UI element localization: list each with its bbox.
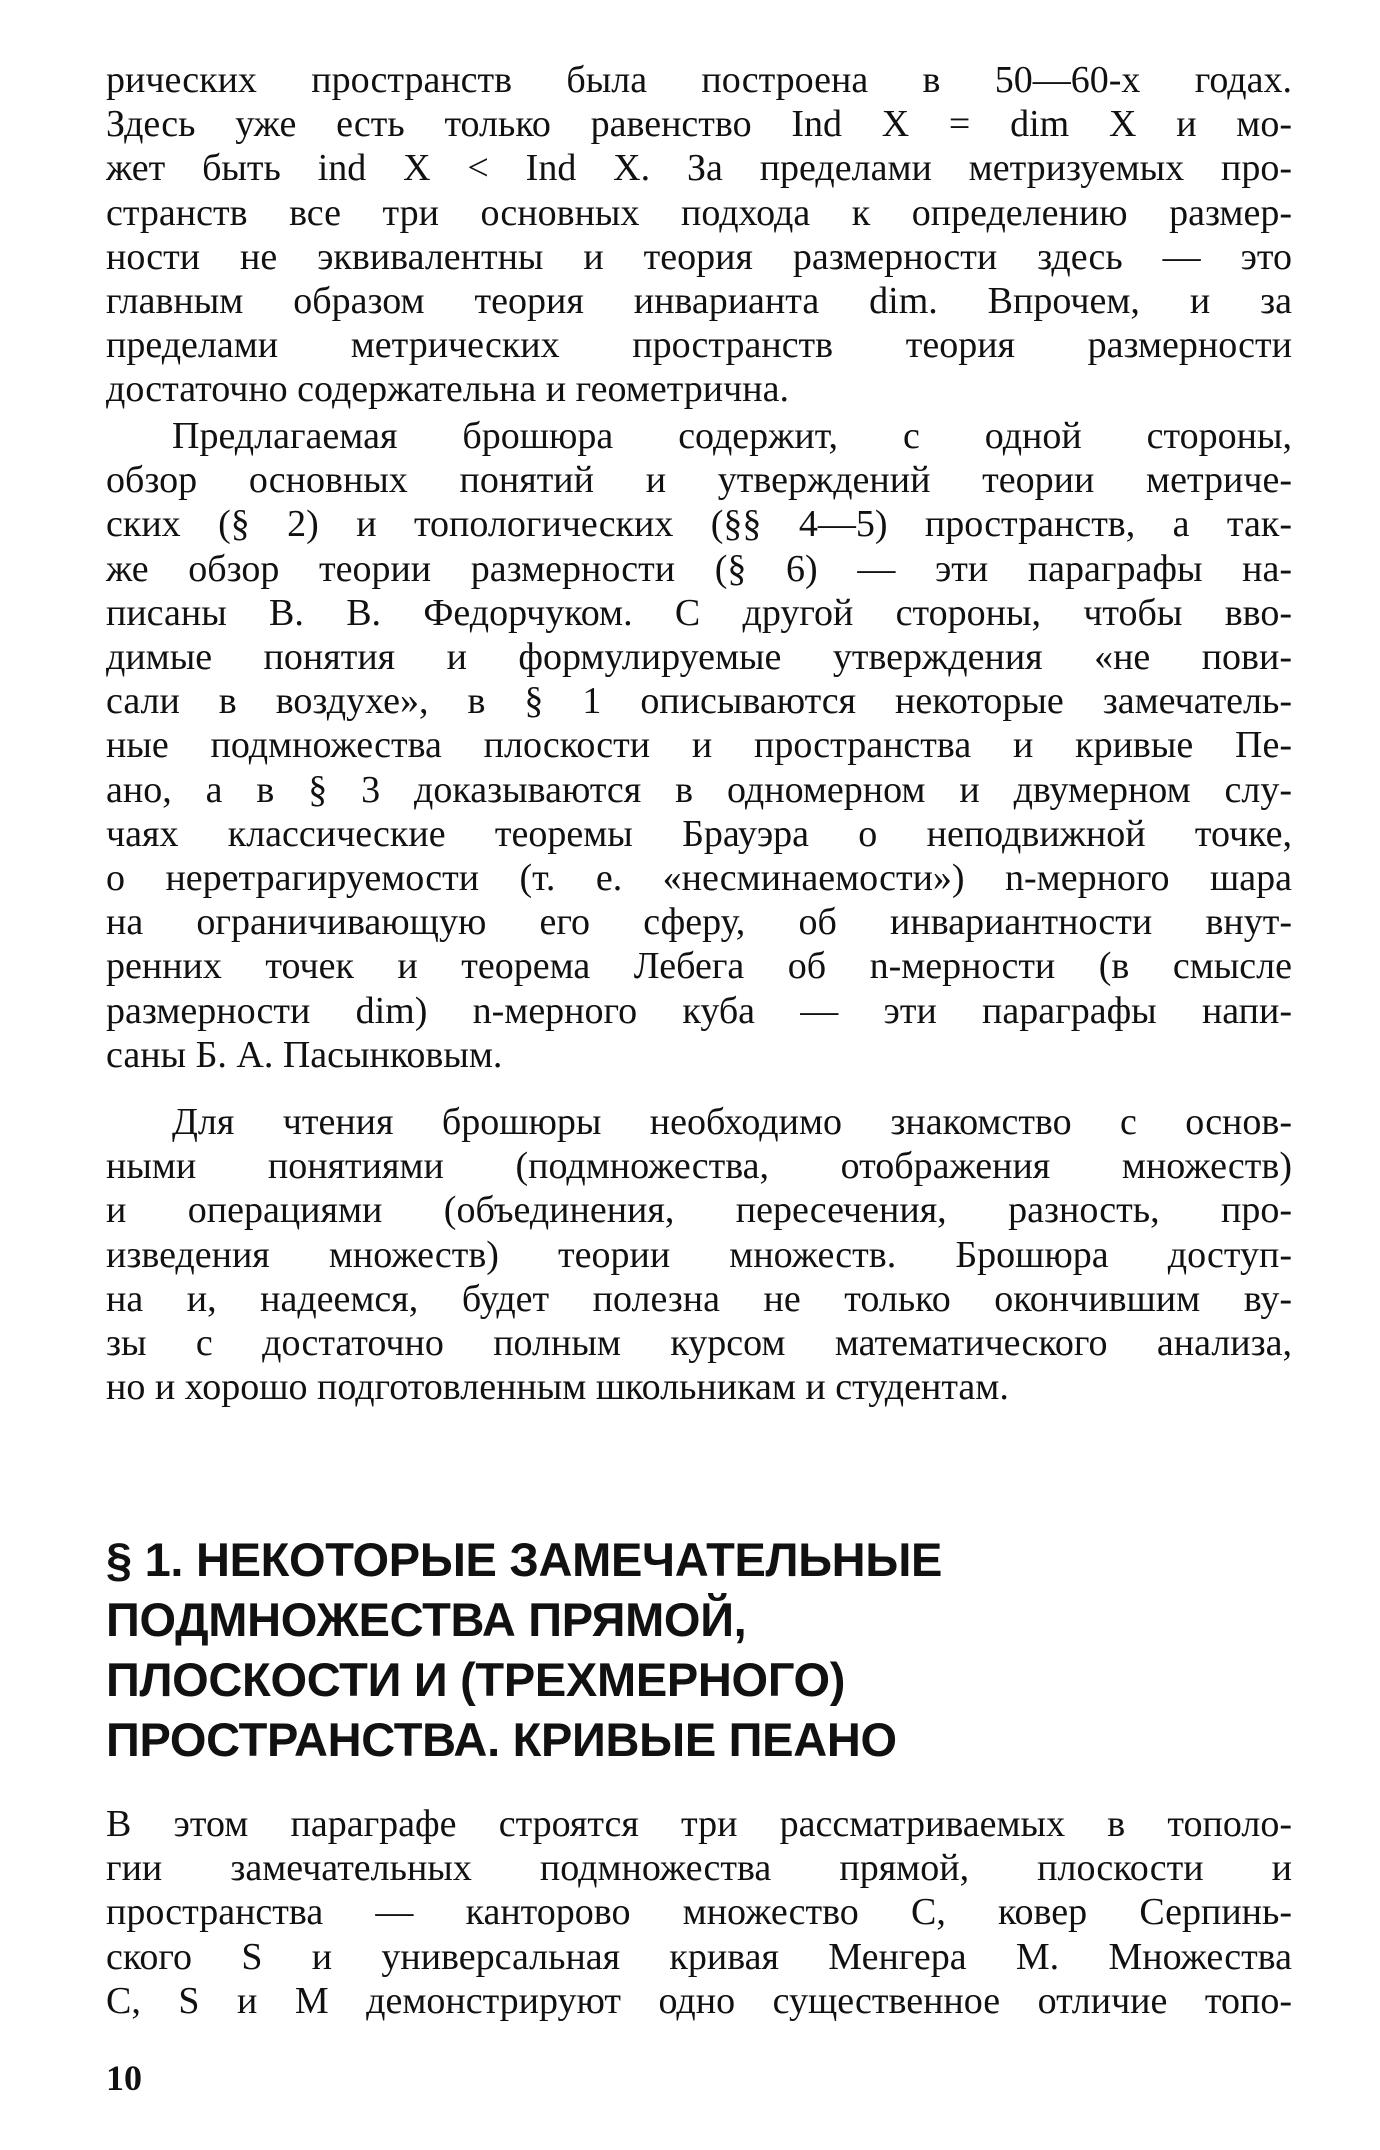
heading-line: § 1. НЕКОТОРЫЕ ЗАМЕЧАТЕЛЬНЫЕ	[106, 1533, 943, 1586]
text-line: В этом параграфе строятся три рассматриваемых в тополо-	[106, 1803, 1292, 1845]
heading-line: ПЛОСКОСТИ И (ТРЕХМЕРНОГО)	[106, 1653, 846, 1706]
text-line: жет быть ind X < Ind X. За пределами метризуемых про-	[106, 147, 1292, 190]
text-line: гии замечательных подмножества прямой, плоскости и	[106, 1847, 1292, 1890]
text-line: зы с достаточно полным курсом математического анализа,	[106, 1322, 1292, 1365]
text-line: сали в воздухе», в § 1 описываются некоторые замечатель-	[106, 680, 1292, 723]
paragraph-1	[106, 58, 1292, 412]
section-body	[106, 1802, 1292, 2023]
text-line: обзор основных понятий и утверждений теории метриче-	[106, 459, 1292, 502]
text-line: же обзор теории размерности (§ 6) — эти параграфы на-	[106, 547, 1292, 590]
text-line: но и хорошо подготовленным школьникам и студентам.	[106, 1366, 1009, 1409]
text-line: саны Б. А. Пасынковым.	[106, 1033, 503, 1076]
page-number: 10	[106, 2058, 142, 2098]
heading-line: ПОДМНОЖЕСТВА ПРЯМОЙ,	[106, 1593, 747, 1646]
text-line: на ограничивающую его сферу, об инвариантности внут-	[106, 901, 1292, 944]
heading-line: ПРОСТРАНСТВА. КРИВЫЕ ПЕАНО	[106, 1713, 897, 1766]
text-line: странств все три основных подхода к определению размер-	[106, 191, 1292, 234]
text-line: размерности dim) n-мерного куба — эти параграфы напи-	[106, 989, 1292, 1032]
text-line: чаях классические теоремы Брауэра о неподвижной точке,	[106, 812, 1292, 855]
text-line: на и, надеемся, будет полезна не только окончившим ву-	[106, 1277, 1292, 1320]
text-line: ского S и универсальная кривая Менгера M. Множества	[106, 1935, 1292, 1978]
text-line: изведения множеств) теории множеств. Брошюра доступ-	[106, 1233, 1292, 1276]
text-line: Здесь уже есть только равенство Ind X = dim X и мо-	[106, 103, 1292, 146]
text-line: ными понятиями (подмножества, отображения множеств)	[106, 1145, 1292, 1188]
text-line: димые понятия и формулируемые утверждения «не пови-	[106, 636, 1292, 679]
text-line: и операциями (объединения, пересечения, разность, про-	[106, 1189, 1292, 1232]
text-line: пределами метрических пространств теория размерности	[106, 324, 1292, 367]
text-line: ано, а в § 3 доказываются в одномерном и двумерном слу-	[106, 768, 1292, 811]
text-line: ности не эквивалентны и теория размерности здесь — это	[106, 235, 1292, 278]
section-heading	[106, 1530, 1206, 1770]
text-line: ренних точек и теорема Лебега об n-мерности (в смысле	[106, 945, 1292, 988]
text-line: достаточно содержательна и геометрична.	[106, 368, 789, 411]
text-line: о неретрагируемости (т. е. «несминаемости») n-мерного шара	[106, 857, 1292, 900]
text-line: рических пространств была построена в 50—60-х годах.	[106, 59, 1292, 101]
paragraph-2	[106, 414, 1292, 1077]
text-line: Предлагаемая брошюра содержит, с одной стороны,	[172, 415, 1292, 457]
text-line: писаны В. В. Федорчуком. С другой стороны, чтобы вво-	[106, 591, 1292, 634]
text-line: пространства — канторово множество C, ковер Серпинь-	[106, 1891, 1292, 1934]
text-line: Для чтения брошюры необходимо знакомство с основ-	[172, 1101, 1292, 1143]
text-line: C, S и M демонстрируют одно существенное отличие топо-	[106, 1979, 1292, 2022]
text-line: главным образом теория инварианта dim. Впрочем, и за	[106, 280, 1292, 323]
paragraph-3	[106, 1100, 1292, 1409]
text-line: ные подмножества плоскости и пространства и кривые Пе-	[106, 724, 1292, 767]
text-line: ских (§ 2) и топологических (§§ 4—5) пространств, а так-	[106, 503, 1292, 546]
